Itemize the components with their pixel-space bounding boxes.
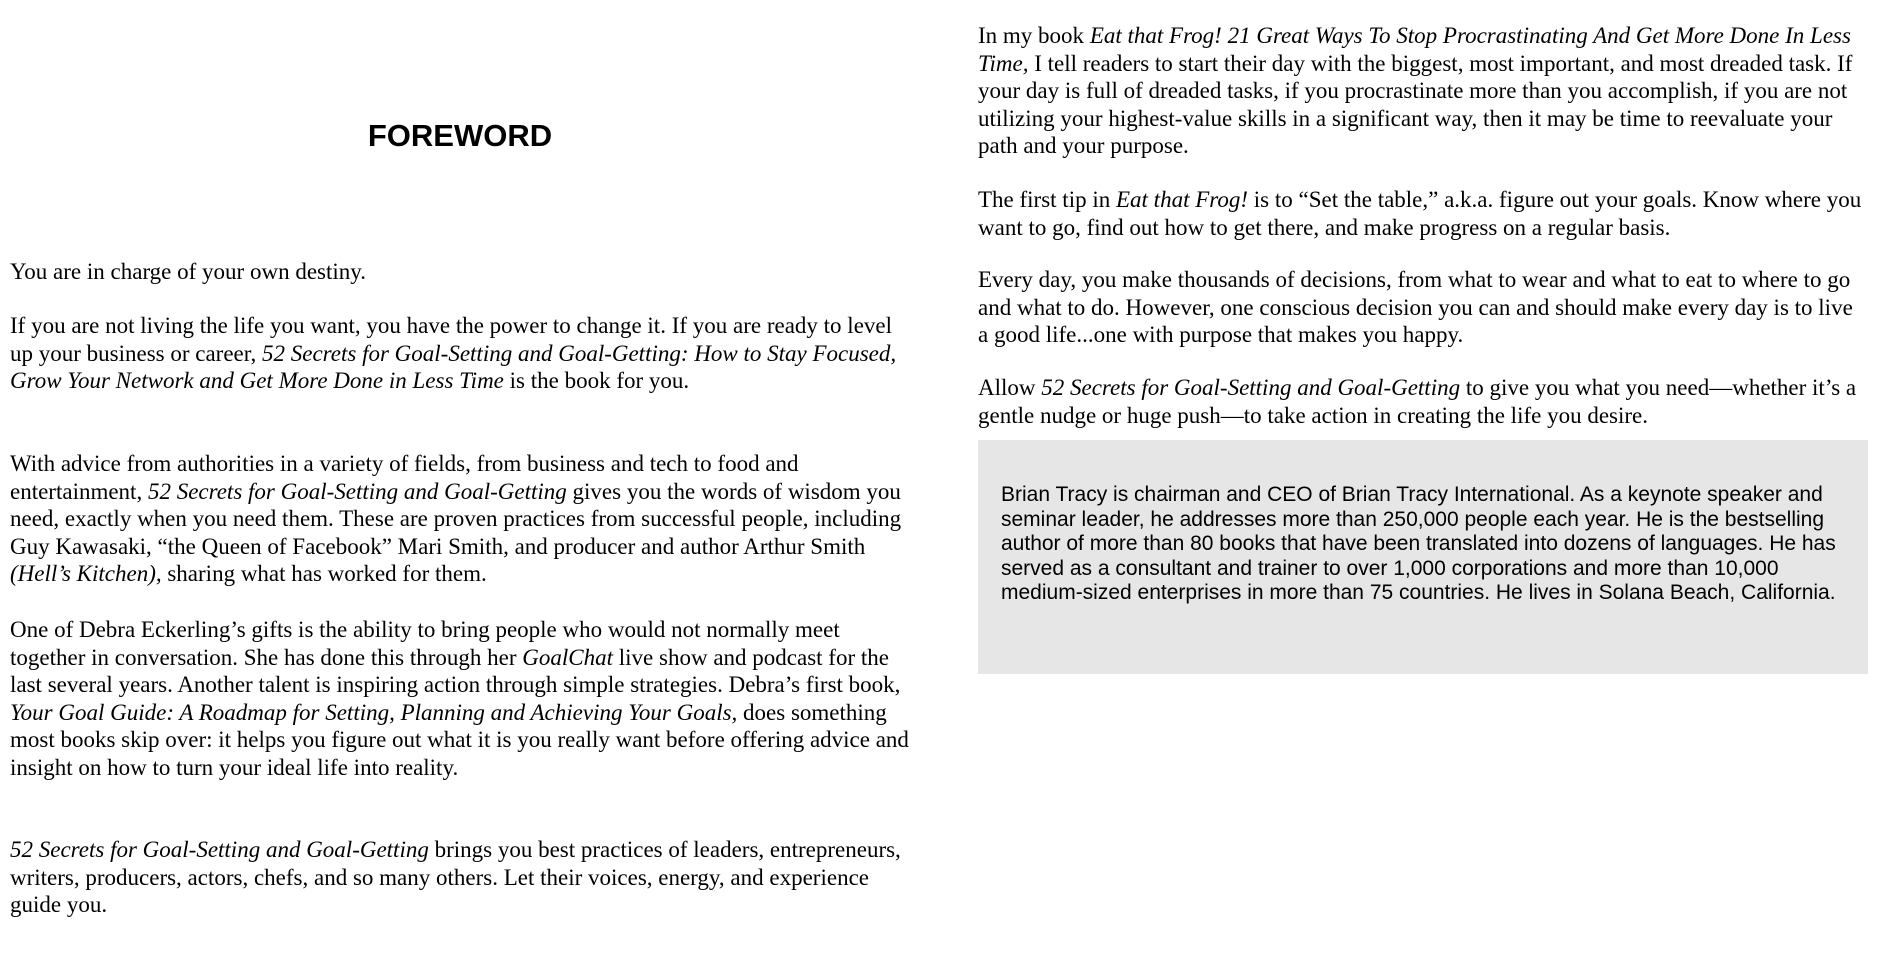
text-run: sharing what has worked for them. [161, 561, 487, 587]
paragraph-advice-authorities [10, 450, 910, 588]
text-run: to give you what you need—whether it’s a gentle nudge or huge push—to take action in creating the life you desire. [978, 375, 1857, 428]
text-run: gives you the words of wisdom you need, exactly when you need them. These are proven practices from successful people, including Guy Kawasaki, “the Queen of Facebook” Mari Smith, and producer and author Arthur Smith [10, 478, 902, 559]
book-title: Your Goal Guide: A Roadmap for Setting, Planning and Achieving Your Goals, [10, 699, 738, 725]
text-run: Allow [978, 375, 1042, 400]
author-bio-box [978, 440, 1868, 674]
book-title: Eat that Frog! [1115, 187, 1249, 212]
text-run: brings you best practices of leaders, entrepreneurs, writers, producers, actors, chefs, and so many others. Let their voices, energy, and experience guide you. [10, 837, 901, 918]
paragraph-allow [978, 374, 1868, 429]
book-title: 52 Secrets for Goal-Setting and Goal-Getting [1041, 375, 1461, 400]
text-run: I tell readers to start their day with the biggest, most important, and most dreaded task. If your day is full of dreaded tasks, if you procrastinate more than you accomplish, if you are not utilizing your highest-value skills in a significant way, then it may be time to reevaluate your path and your purpose. [978, 50, 1853, 159]
paragraph-decisions: Every day, you make thousands of decisions, from what to wear and what to eat to where to go and what to do. However, one conscious decision you can and should make every day is to live a good life...one with purpose that makes you happy. [978, 267, 1853, 348]
book-title: 52 Secrets for Goal-Setting and Goal-Getting: How to Stay Focused, Grow Your Network and Get More Done in Less Time [10, 340, 897, 394]
text-run: One of Debra Eckerling’s gifts is the ability to bring people who would not normally meet together in conversation. She has done this through her [10, 617, 840, 670]
author-bio: Brian Tracy is chairman and CEO of Brian Tracy International. As a keynote speaker and seminar leader, he addresses more than 250,000 people each year. He is the bestselling author of more than 80 books that have been translated into dozens of languages. He has served as a consultant and trainer to over 1,000 corporations and more than 10,000 medium-sized enterprises in more than 75 countries. He lives in Solana Beach, California. [1001, 483, 1836, 605]
text-run: With advice from authorities in a variety of fields, from business and tech to food and entertainment, [10, 451, 799, 504]
show-title: GoalChat [522, 644, 614, 670]
text-run: does something most books skip over: it helps you figure out what it is you really want before offering advice and insight on how to turn your ideal life into reality. [10, 699, 909, 780]
text-run: The first tip in [978, 187, 1116, 212]
book-title: 52 Secrets for Goal-Setting and Goal-Getting [147, 478, 567, 504]
paragraph-change-life [10, 312, 910, 395]
show-title: (Hell’s Kitchen), [10, 561, 162, 587]
text-run: In my book [978, 23, 1090, 48]
text-run: is to “Set the table,” a.k.a. figure out your goals. Know where you want to go, find out how to get there, and make progress on a regular basis. [978, 187, 1862, 240]
paragraph-destiny: You are in charge of your own destiny. [10, 259, 367, 284]
text-run: is the book for you. [503, 368, 690, 394]
book-title: 52 Secrets for Goal-Setting and Goal-Getting [10, 837, 429, 862]
book-title: Eat that Frog! 21 Great Ways To Stop Procrastinating And Get More Done In Less Time, [978, 23, 1851, 76]
text-run: live show and podcast for the last several years. Another talent is inspiring action through simple strategies. Debra’s first book, [10, 644, 901, 698]
text-run: If you are not living the life you want, you have the power to change it. If you are ready to level up your business or career, [10, 313, 893, 366]
paragraph-set-the-table [978, 186, 1868, 241]
paragraph-debra-eckerling [10, 616, 910, 782]
paragraph-eat-that-frog [978, 22, 1868, 160]
paragraph-best-practices [10, 836, 910, 919]
foreword-heading: FOREWORD [367, 118, 553, 153]
